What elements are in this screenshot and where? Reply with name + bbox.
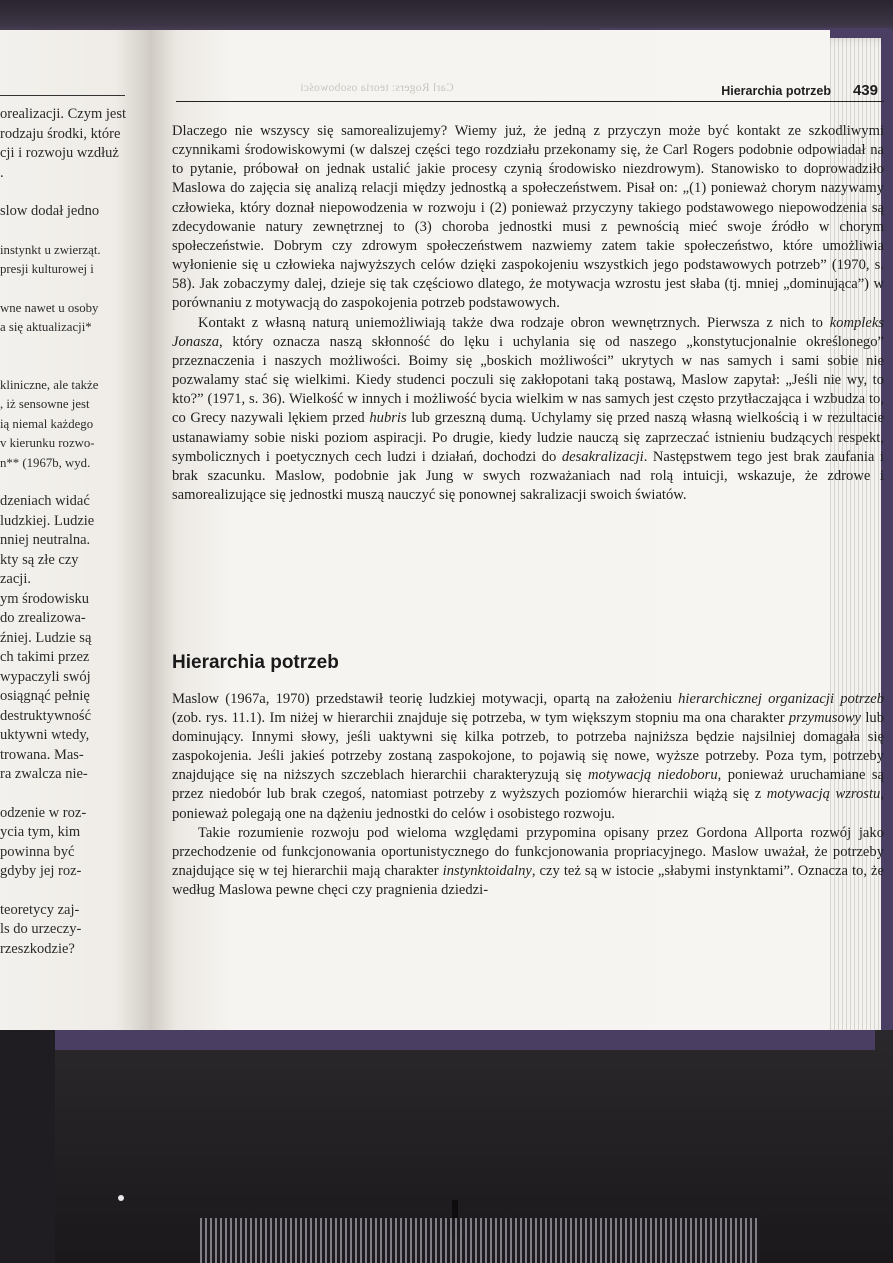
- left-page-line: , iż sensowne jest: [0, 397, 90, 411]
- section-heading: Hierarchia potrzeb: [172, 652, 339, 673]
- left-page-line: dzeniach widać: [0, 493, 90, 509]
- running-head-title: Hierarchia potrzeb: [721, 84, 831, 98]
- left-page-line: [0, 280, 130, 299]
- left-page-line: ym środowisku: [0, 590, 90, 607]
- left-page-line: slow dodał jedno: [0, 203, 100, 219]
- left-page-line: rodzaju środki, które: [0, 125, 121, 142]
- left-page-line: [0, 473, 130, 492]
- left-page-line: wne nawet u osoby: [0, 300, 99, 315]
- bleed-through-text: Carl Rogers: teoria osobowości: [300, 82, 454, 94]
- left-page-rule: [0, 95, 125, 96]
- running-head: [176, 82, 884, 102]
- left-page-line: ch takimi przez: [0, 649, 90, 665]
- left-page-line: do zrealizowa-: [0, 610, 86, 626]
- left-page-line: ią niemal każdego: [0, 416, 94, 431]
- paragraph-3: Maslow (1967a, 1970) przedstawił teorię ludzkiej motywacji, opartą na założeniu hierarchicznej organizacji potrzeb (zob. rys. 11.1). Im niżej w hierarchii znajduje się potrzeba, w tym większym stopniu ma ona charakter przymusowy lub dominujący. Innymi słowy, jeśli uaktywni się kilka potrzeb, to potrzeba najniższa będzie najsilniej domagała się zaspokojenia. Jeśli jakieś potrzeby zostaną zaspokojone, to pojawią się nowe, wyższe potrzeby. Poza tym, potrzeby znajdujące się na niższych szczeblach hierarchii charakteryzują się motywacją niedoboru, ponieważ uruchamiane są przez niedobór lub brak czegoś, natomiast potrzeby z wyższych poziomów hierarchii wiążą się z motywacją wzrostu, ponieważ polegają one na dążeniu jednostki do celów i osobistego rozwoju.: [172, 691, 885, 822]
- left-page-line: [0, 338, 130, 357]
- dust-spot: [118, 1195, 124, 1201]
- left-page-line: cji i rozwoju wzdłuż: [0, 145, 119, 161]
- left-page-line: n** (1967b, wyd.: [0, 455, 91, 470]
- left-page-line: teoretycy zaj-: [0, 901, 80, 918]
- page-number: 439: [852, 82, 878, 99]
- left-page-line: destruktywność: [0, 707, 92, 724]
- body-text-bottom: [172, 690, 884, 900]
- scanner-ruler: [200, 1218, 760, 1263]
- left-page-line: wypaczyli swój: [0, 668, 91, 685]
- left-page-line: osiągnąć pełnię: [0, 688, 90, 704]
- left-page-line: [0, 183, 130, 202]
- paragraph-4: Takie rozumienie rozwoju pod wieloma względami przypomina opisany przez Gordona Allporta rozwój jako przechodzenie od funkcjonowania oportunistycznego do funkcjonowania propriacyjnego. Maslow uważał, że potrzeby znajdujące się w tej hierarchii mają charakter instynktoidalny, czy też są w istocie „słabymi instynktami”. Oznacza to, że według Maslowa pewne chęci czy pragnienia dziedzi-: [172, 824, 885, 898]
- left-page-line: źniej. Ludzie są: [0, 629, 92, 646]
- left-page-line: kty są złe czy: [0, 551, 79, 568]
- left-page-line: [0, 357, 130, 376]
- left-page-line: ls do urzeczy-: [0, 921, 82, 937]
- body-text-top: [172, 122, 884, 505]
- left-page-line: uktywni wtedy,: [0, 727, 90, 743]
- lower-cover-edge: [55, 1030, 875, 1050]
- left-page-line: rzeszkodzie?: [0, 940, 75, 957]
- left-page-line: kliniczne, ale także: [0, 377, 99, 392]
- left-page-text: [0, 105, 130, 959]
- left-page-line: .: [0, 164, 4, 181]
- left-page-line: orealizacji. Czym jest: [0, 106, 127, 122]
- left-page: [0, 30, 165, 1030]
- left-page-line: [0, 882, 130, 901]
- right-page: [150, 30, 885, 1030]
- left-page-line: zacji.: [0, 571, 31, 587]
- left-page-line: nniej neutralna.: [0, 532, 91, 548]
- left-page-line: ludzkiej. Ludzie: [0, 512, 95, 529]
- left-page-line: presji kulturowej i: [0, 262, 94, 276]
- paragraph-1: Dlaczego nie wszyscy się samorealizujemy? Wiemy już, że jedną z przyczyn może być kontakt ze szkodliwymi czynnikami środowiskowymi (w dalszej części tego rozdziału przekonamy się, że Carl Rogers podobnie odpowiadał na to pytanie, próbował on jednak ustalić jakie procesy czynią środowisko niezdrowym). Stanowisko to doprowadziło Maslowa do zajęcia się analizą relacji między jednostką a społeczeństwem. Pisał on: „(1) ponieważ chorym nazywamy człowieka, który doznał niepowodzenia w rozwoju i (2) ponieważ przyczyny takiego podstawowego niepowodzenia są zdecydowanie natury zewnętrznej to (3) choroba jednostki musi z pewnością mieć swoje źródło w chorym społeczeństwie. Dobrym czy zdrowym społeczeństwem nazwiemy zatem takie społeczeństwo, które umożliwia wyłonienie się u człowieka najwyższych celów dzięki zaspokojeniu wszystkich jego podstawowych potrzeb” (1970, s. 58). Jak zobaczymy dalej, dzieje się tak częściowo dlatego, że motywacja wzrostu jest słaba (tj. mniej „dominująca”) w porównaniu z motywacją do zaspokojenia potrzeb podstawowych.: [172, 123, 884, 312]
- left-page-line: [0, 785, 130, 804]
- left-page-line: odzenie w roz-: [0, 804, 87, 821]
- left-page-line: ycia tym, kim: [0, 824, 81, 840]
- left-page-line: gdyby jej roz-: [0, 863, 82, 879]
- left-page-line: powinna być: [0, 843, 75, 860]
- left-page-line: a się aktualizacji*: [0, 320, 92, 334]
- paragraph-2: Kontakt z własną naturą uniemożliwiają także dwa rodzaje obron wewnętrznych. Pierwsza z nich to kompleks Jonasza, który oznacza naszą skłonność do lęku i uchylania się od naszego „konstytucjonalnie określonego” przeznaczenia i naszych możliwości. Boimy się „boskich możliwości” ukrytych w nas samych i sami sobie nie pozwalamy stać się wielkimi. Kiedy studenci poczuli się zakłopotani taką postawą, Maslow zapytał: „Jeśli nie wy, to kto?” (1971, s. 36). Wielkość w innych i możliwość bycia wielkim w nas samych jest często przytłaczająca i wzbudza to, co Grecy nazywali lękiem przed hubris lub grzeszną dumą. Uchylamy się przed naszą własną wielkością i w rezultacie ustanawiamy sobie niski poziom aspiracji. Po drugie, kiedy ludzie nauczą się zaprzeczać istnieniu budzących respekt, symbolicznych i poetycznych cech ludzi i działań, dochodzi do desakralizacji. Następstwem tego jest brak zaufania i brak szacunku. Maslow, podobnie jak Jung w swych rozważaniach nad rolą intuicji, wskazuje, że zdrowe i samorealizujące się jednostki muszą nauczyć się ponownej sakralizacji swoich światów.: [172, 314, 884, 503]
- left-page-line: trowana. Mas-: [0, 746, 84, 763]
- left-page-line: instynkt u zwierząt.: [0, 242, 101, 257]
- left-page-line: v kierunku rozwo-: [0, 436, 95, 450]
- left-page-line: [0, 222, 130, 241]
- left-page-line: ra zwalcza nie-: [0, 766, 88, 782]
